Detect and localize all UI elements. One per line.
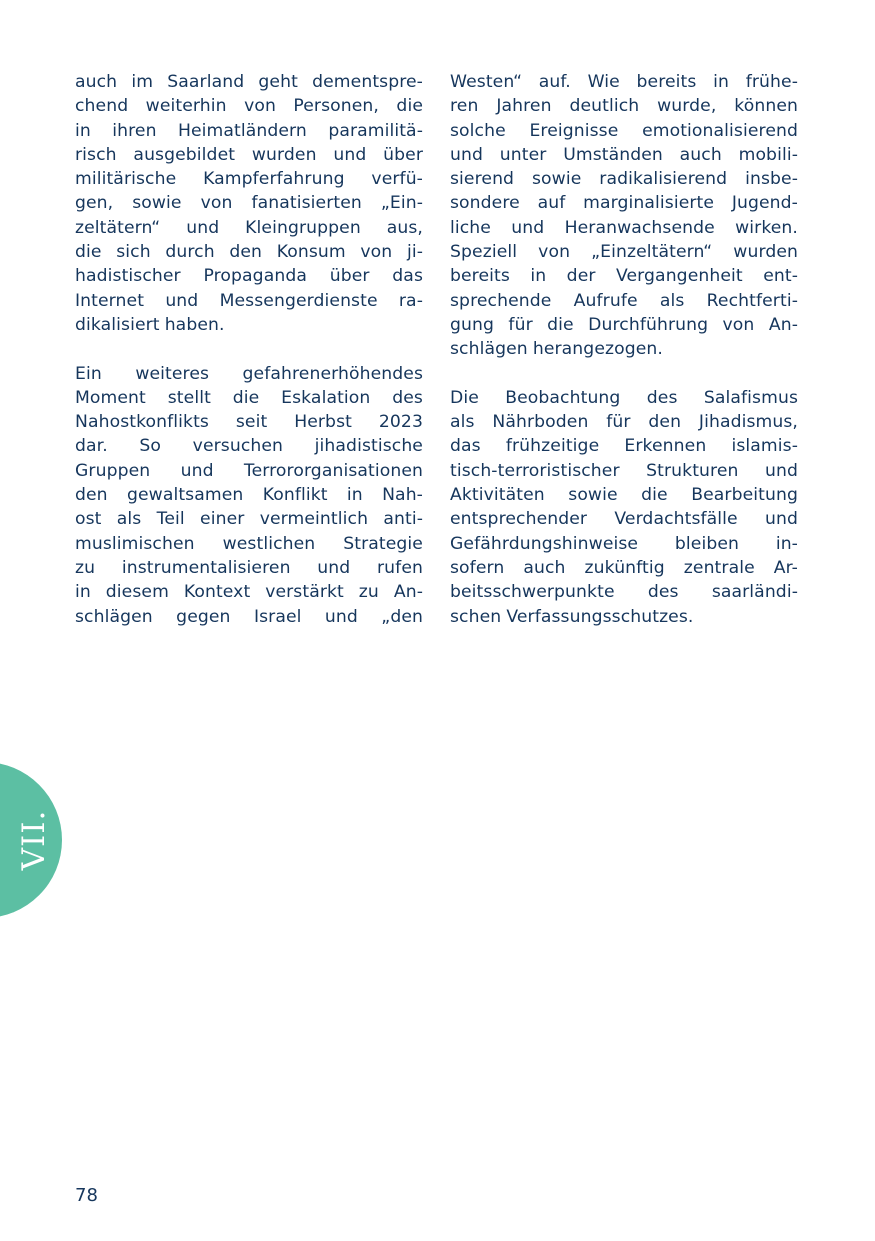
text-line: zu instrumentalisieren und rufen xyxy=(75,557,423,578)
left-paragraph-1 xyxy=(75,70,423,337)
text-line: das frühzeitige Erkennen islamis- xyxy=(450,436,798,457)
page-number: 78 xyxy=(75,1185,98,1206)
text-line: entsprechender Verdachtsfälle und xyxy=(450,509,798,530)
text-line: Ein weiteres gefahrenerhöhendes xyxy=(75,363,423,384)
text-line: gung für die Durchführung von An- xyxy=(450,314,798,335)
left-column xyxy=(75,70,423,629)
text-line: ren Jahren deutlich wurde, können xyxy=(450,96,798,117)
text-line: militärische Kampferfahrung verfü- xyxy=(75,169,423,190)
text-line: in diesem Kontext verstärkt zu An- xyxy=(75,582,423,603)
text-line: schlägen herangezogen. xyxy=(450,339,663,360)
text-line: auch im Saarland geht dementspre- xyxy=(75,72,423,92)
right-column xyxy=(450,70,798,629)
text-line: schlägen gegen Israel und „den xyxy=(75,606,423,627)
text-line: risch ausgebildet wurden und über xyxy=(75,144,423,165)
text-line: Die Beobachtung des Salafismus xyxy=(450,387,798,408)
paragraph-gap xyxy=(450,362,798,386)
text-line: dar. So versuchen jihadistische xyxy=(75,436,423,457)
text-line: dikalisiert haben. xyxy=(75,314,225,335)
text-line: die sich durch den Konsum von ji- xyxy=(75,242,423,263)
text-line: Westen“ auf. Wie bereits in frühe- xyxy=(450,72,798,92)
text-line: solche Ereignisse emotionalisierend xyxy=(450,120,798,141)
text-line: Nahostkonflikts seit Herbst 2023 xyxy=(75,412,423,433)
text-line: beitsschwerpunkte des saarländi- xyxy=(450,582,798,603)
text-line: gen, sowie von fanatisierten „Ein- xyxy=(75,193,423,214)
text-line: schen Verfassungsschutzes. xyxy=(450,606,694,627)
text-line: chend weiterhin von Personen, die xyxy=(75,96,423,117)
left-paragraph-2 xyxy=(75,362,423,629)
right-paragraph-2 xyxy=(450,386,798,629)
text-line: Internet und Messengerdienste ra- xyxy=(75,290,423,311)
text-line: und unter Umständen auch mobili- xyxy=(450,144,798,165)
text-line: Speziell von „Einzeltätern“ wurden xyxy=(450,242,798,263)
text-line: in ihren Heimatländern paramilitä- xyxy=(75,120,423,141)
right-paragraph-1 xyxy=(450,70,798,362)
text-line: hadistischer Propaganda über das xyxy=(75,266,423,287)
text-line: als Nährboden für den Jihadismus, xyxy=(450,412,798,433)
text-line: sierend sowie radikalisierend insbe- xyxy=(450,169,798,190)
text-line: sondere auf marginalisierte Jugend- xyxy=(450,193,798,214)
text-line: Aktivitäten sowie die Bearbeitung xyxy=(450,485,798,506)
text-line: tisch-terroristischer Strukturen und xyxy=(450,460,798,481)
text-line: bereits in der Vergangenheit ent- xyxy=(450,266,798,287)
text-line: ost als Teil einer vermeintlich anti- xyxy=(75,509,423,530)
text-line: liche und Heranwachsende wirken. xyxy=(450,217,798,238)
paragraph-gap xyxy=(75,337,423,361)
text-line: muslimischen westlichen Strategie xyxy=(75,533,423,554)
text-line: sprechende Aufrufe als Rechtferti- xyxy=(450,290,798,311)
text-line: sofern auch zukünftig zentrale Ar- xyxy=(450,557,798,578)
text-line: den gewaltsamen Konflikt in Nah- xyxy=(75,485,423,506)
text-line: Gefährdungshinweise bleiben in- xyxy=(450,533,798,554)
text-line: zeltätern“ und Kleingruppen aus, xyxy=(75,217,423,238)
text-line: Moment stellt die Eskalation des xyxy=(75,387,423,408)
chapter-marker: VII. xyxy=(16,809,52,871)
text-line: Gruppen und Terrororganisationen xyxy=(75,460,423,481)
